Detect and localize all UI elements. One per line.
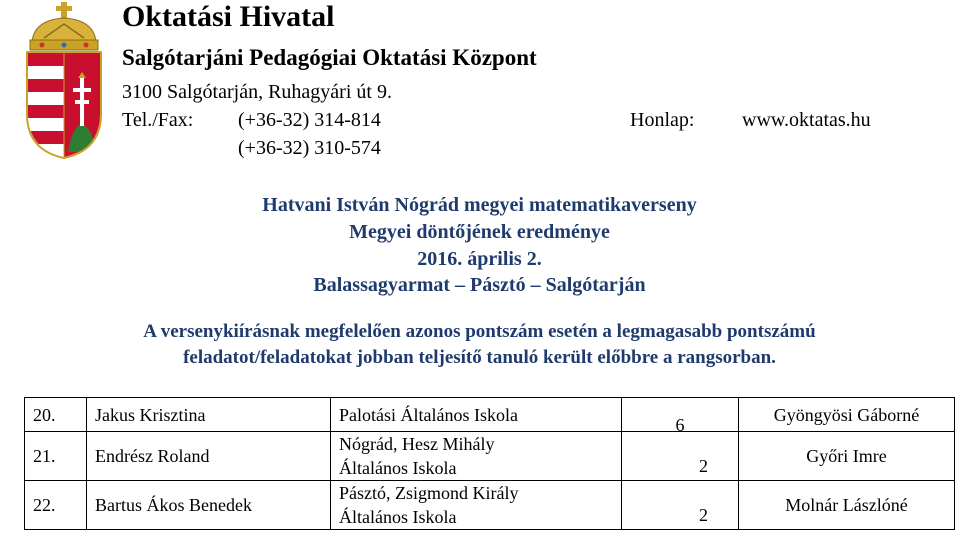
website: www.oktatas.hu <box>742 109 871 131</box>
tel-label: Tel./Fax: <box>122 109 194 131</box>
phone-2: (+36-32) 310-574 <box>238 137 381 159</box>
competition-subtitle: Megyei döntőjének eredménye <box>349 221 610 243</box>
school-line-2: Általános Iskola <box>339 507 457 527</box>
points-value: 6 <box>675 414 685 435</box>
table-row <box>25 432 955 481</box>
competition-date: 2016. április 2. <box>417 248 542 270</box>
hungarian-coat-of-arms-icon <box>22 2 106 160</box>
points-cell <box>622 481 739 530</box>
table-row <box>25 481 955 530</box>
rank-cell: 20. <box>25 398 87 432</box>
phone-1: (+36-32) 314-814 <box>238 109 381 131</box>
center-name: Salgótarjáni Pedagógiai Oktatási Központ <box>122 45 537 70</box>
points-value: 2 <box>699 456 708 476</box>
rank-cell: 22. <box>25 481 87 530</box>
school-line-2: Általános Iskola <box>339 458 457 478</box>
org-title: Oktatási Hivatal <box>122 0 335 33</box>
competition-title: Hatvani István Nógrád megyei matematikaverseny <box>262 194 697 216</box>
school-cell <box>331 481 622 530</box>
website-label: Honlap: <box>630 109 695 131</box>
student-name-cell: Endrész Roland <box>87 432 331 481</box>
results-table <box>24 397 955 530</box>
rank-cell: 21. <box>25 432 87 481</box>
school-line-1: Pásztó, Zsigmond Király <box>339 483 519 503</box>
points-cell <box>622 432 739 481</box>
points-cell <box>622 398 739 435</box>
table-row <box>25 398 955 432</box>
teacher-cell: Győri Imre <box>739 432 955 481</box>
student-name-cell: Bartus Ákos Benedek <box>87 481 331 530</box>
ranking-note-line-1: A versenykiírásnak megfelelően azonos pontszám esetén a legmagasabb pontszámú <box>143 321 816 342</box>
competition-venues: Balassagyarmat – Pásztó – Salgótarján <box>313 274 646 296</box>
ranking-note-line-2: feladatot/feladatokat jobban teljesítő tanuló került előbbre a rangsorban. <box>183 347 776 368</box>
school-cell <box>331 398 622 432</box>
teacher-cell: Molnár Lászlóné <box>739 481 955 530</box>
teacher-cell: Gyöngyösi Gáborné <box>739 398 955 432</box>
school-line-1: Nógrád, Hesz Mihály <box>339 434 495 454</box>
student-name-cell: Jakus Krisztina <box>87 398 331 432</box>
school-cell <box>331 432 622 481</box>
school-line-1: Palotási Általános Iskola <box>339 404 518 425</box>
points-value: 2 <box>699 505 708 525</box>
address: 3100 Salgótarján, Ruhagyári út 9. <box>122 81 392 103</box>
